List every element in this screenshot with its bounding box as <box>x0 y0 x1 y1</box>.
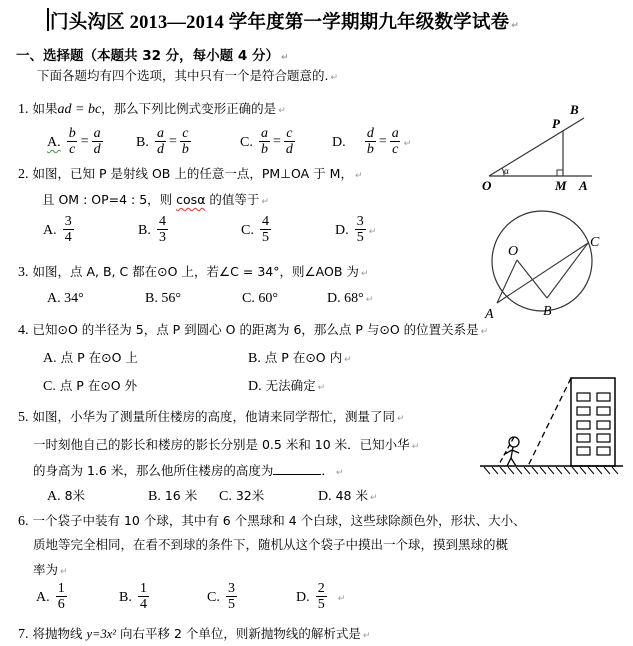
option-text: 48 米 <box>335 488 368 503</box>
stem-text: 的值等于 <box>205 192 260 207</box>
label-o: O <box>482 178 492 193</box>
equals-sign: = <box>168 133 177 149</box>
option-label: A. <box>47 291 61 306</box>
option-text: 16 米 <box>164 488 198 503</box>
question-3-stem <box>18 262 368 281</box>
fraction <box>180 126 191 157</box>
paragraph-mark: ↵ <box>360 269 369 279</box>
segment-bc <box>547 243 588 298</box>
q5-option-d[interactable] <box>318 486 378 505</box>
question-1-stem <box>18 99 286 118</box>
paragraph-mark: ↵ <box>344 355 352 365</box>
stem-text: 的身高为 1.6 米，那么他所住楼房的高度为 <box>33 463 274 478</box>
option-label: C. <box>219 489 232 504</box>
option-label: D. <box>335 223 349 238</box>
option-text: 点 P 在⊙O 上 <box>60 350 138 365</box>
equals-sign: = <box>272 133 281 149</box>
option-label: C. <box>242 291 255 306</box>
section-heading-text: 一、选择题（本题共 32 分，每小题 4 分） <box>16 48 279 64</box>
math-expression: y=3x² <box>86 627 116 641</box>
label-alpha: α <box>504 166 509 176</box>
numerator: 3 <box>64 214 72 229</box>
question-number: 7. <box>18 627 29 642</box>
question-2-stem-line2 <box>42 190 269 208</box>
question-5-stem <box>18 407 405 426</box>
stem-text: 一个袋子中装有 10 个球，其中有 6 个黑球和 4 个白球，这些球除颜色外，形状、大小、 <box>32 513 526 528</box>
q2-option-a[interactable] <box>43 214 75 245</box>
option-label: D. <box>332 135 346 150</box>
numerator: a <box>93 126 101 141</box>
paragraph-mark: ↵ <box>368 227 377 237</box>
denominator: d <box>156 142 164 157</box>
q3-option-c[interactable] <box>242 291 278 307</box>
fraction <box>226 581 237 612</box>
option-label: C. <box>240 135 253 150</box>
question-number: 6. <box>18 514 29 529</box>
figure-building-shadow <box>478 370 628 475</box>
numerator: d <box>366 126 374 141</box>
stem-text: 质地等完全相同，在看不到球的条件下，随机从这个袋子中摸出一个球，摸到黑球的概 <box>33 537 509 552</box>
paragraph-mark: ↵ <box>337 594 346 604</box>
label-a: A <box>579 178 588 193</box>
q5-option-a[interactable] <box>47 486 85 505</box>
q1-option-c[interactable] <box>240 126 296 157</box>
fraction <box>259 126 270 157</box>
fraction <box>284 126 295 157</box>
numerator: 3 <box>356 214 364 229</box>
denominator: 4 <box>64 230 72 245</box>
q3-option-a[interactable] <box>47 291 84 307</box>
denominator: 5 <box>227 597 235 612</box>
option-text: 32米 <box>235 488 265 503</box>
paragraph-mark: ↵ <box>60 567 68 577</box>
ground-hatching <box>484 467 618 474</box>
paragraph-mark: ↵ <box>362 631 371 641</box>
option-label: B. <box>138 223 151 238</box>
numerator: a <box>391 126 399 141</box>
right-angle-mark <box>557 170 563 176</box>
text-cursor <box>47 8 49 31</box>
paragraph-mark: ↵ <box>330 73 339 83</box>
paragraph-mark: ↵ <box>480 327 489 337</box>
fraction <box>260 214 271 245</box>
denominator: d <box>93 142 101 157</box>
numerator: c <box>182 126 189 141</box>
stem-text: 将抛物线 <box>32 626 87 641</box>
label-b: B <box>543 304 552 319</box>
numerator: 2 <box>317 581 325 596</box>
fraction <box>157 214 168 245</box>
question-6-stem-line2 <box>33 535 508 553</box>
option-label: C. <box>207 590 220 605</box>
label-b: B <box>570 102 579 117</box>
option-label: A. <box>43 351 57 366</box>
denominator: b <box>366 142 374 157</box>
fraction <box>355 214 366 245</box>
q2-option-d[interactable] <box>335 214 376 245</box>
option-label: A. <box>47 489 61 504</box>
section-instruction <box>37 66 338 84</box>
stem-text: 且 OM : OP=4 : 5，则 <box>42 192 177 207</box>
paragraph-mark: ↵ <box>365 295 374 305</box>
option-label: D. <box>296 590 310 605</box>
q3-option-d[interactable] <box>327 291 373 307</box>
q1-option-b[interactable] <box>136 126 192 157</box>
option-text: 点 P 在⊙O 内 <box>264 350 343 365</box>
instruction-text: 下面各题均有四个选项，其中只有一个是符合题意的. <box>37 68 329 83</box>
stem-text: 如图，小华为了测量所住楼房的高度，他请来同学帮忙，测量了同 <box>32 409 395 424</box>
page-title <box>50 8 519 34</box>
numerator: b <box>68 126 76 141</box>
paragraph-mark: ↵ <box>354 171 363 181</box>
option-label: D. <box>318 489 332 504</box>
q6-option-c[interactable] <box>207 581 238 612</box>
numerator: 1 <box>139 581 147 596</box>
label-a: A <box>485 307 494 320</box>
building-windows <box>577 393 610 455</box>
stem-text: 已知⊙O 的半径为 5，点 P 到圆心 O 的距离为 6，那么点 P 与⊙O 的位置关系是 <box>32 322 479 337</box>
figure-angle-diagram <box>474 98 614 193</box>
option-text: 60° <box>258 291 278 306</box>
numerator: c <box>286 126 293 141</box>
cos-alpha: cosα <box>176 192 206 207</box>
option-text: 56° <box>161 291 181 306</box>
question-2-stem <box>18 164 363 183</box>
fraction <box>316 581 327 612</box>
q5-option-b[interactable] <box>148 486 197 505</box>
option-label: D. <box>327 291 341 306</box>
paragraph-mark: ↵ <box>261 197 269 207</box>
section-heading <box>16 44 289 64</box>
stem-text: 如图，点 A, B, C 都在⊙O 上，若∠C = 34°，则∠AOB 为 <box>32 264 359 279</box>
q4-option-c[interactable] <box>43 376 137 395</box>
option-label: C. <box>43 379 56 394</box>
question-number: 4. <box>18 323 29 338</box>
stem-text: 率为 <box>33 562 59 577</box>
numerator: 4 <box>158 214 166 229</box>
math-expression: ad = bc <box>57 102 102 117</box>
fraction <box>390 126 401 157</box>
fraction <box>63 214 74 245</box>
fraction <box>155 126 166 157</box>
option-label: B. <box>148 489 161 504</box>
option-label: A. <box>43 223 57 238</box>
denominator: 3 <box>158 230 166 245</box>
option-label: B. <box>136 135 149 150</box>
numerator: 4 <box>261 214 269 229</box>
stem-text: 一时刻他自己的影长和楼房的影长分别是 0.5 米和 10 米．已知小华 <box>33 437 410 452</box>
q3-option-b[interactable] <box>145 291 181 307</box>
denominator: 6 <box>57 597 65 612</box>
question-7-stem <box>18 624 370 643</box>
option-text: 点 P 在⊙O 外 <box>59 378 138 393</box>
option-label: A. <box>47 135 61 150</box>
q6-option-d[interactable] <box>296 581 345 612</box>
paragraph-mark: ↵ <box>280 53 289 63</box>
equals-sign: = <box>80 133 89 149</box>
paragraph-mark: ↵ <box>317 383 326 393</box>
denominator: c <box>69 142 76 157</box>
q1-option-a[interactable] <box>47 126 104 157</box>
option-text: 8米 <box>64 488 86 503</box>
denominator: c <box>392 142 399 157</box>
question-number: 1. <box>18 102 29 117</box>
q5-option-c[interactable] <box>219 486 264 505</box>
stem-text: ，那么下列比例式变形正确的是 <box>101 101 277 116</box>
option-label: D. <box>248 379 262 394</box>
fraction <box>56 581 67 612</box>
denominator: b <box>260 142 268 157</box>
question-5-stem-line2 <box>33 435 419 453</box>
question-5-stem-line3 <box>33 461 343 479</box>
question-6-stem <box>18 511 526 530</box>
paragraph-mark: ↵ <box>511 21 520 31</box>
numerator: 1 <box>57 581 65 596</box>
question-number: 5. <box>18 410 29 425</box>
q6-option-a[interactable] <box>36 581 68 612</box>
paragraph-mark: ↵ <box>403 139 412 149</box>
segment-ob <box>517 260 547 298</box>
q4-option-d[interactable] <box>248 376 325 395</box>
stem-text: 如果 <box>32 101 58 116</box>
label-p: P <box>552 116 560 131</box>
label-m: M <box>555 178 567 193</box>
denominator: 5 <box>356 230 364 245</box>
q2-option-b[interactable] <box>138 214 169 245</box>
paragraph-mark: ↵ <box>411 442 420 452</box>
paragraph-mark: ↵ <box>278 106 286 116</box>
equals-sign: = <box>378 133 387 149</box>
paragraph-mark: ↵ <box>397 414 405 424</box>
q2-option-c[interactable] <box>241 214 272 245</box>
numerator: a <box>156 126 164 141</box>
title-text: 门头沟区 2013—2014 学年度第一学期期九年级数学试卷 <box>50 13 510 33</box>
denominator: 5 <box>317 597 325 612</box>
figure-circle-diagram <box>480 205 630 320</box>
fraction <box>138 581 149 612</box>
fraction <box>92 126 103 157</box>
q6-option-b[interactable] <box>119 581 150 612</box>
denominator: 5 <box>261 230 269 245</box>
option-label: B. <box>248 351 261 366</box>
option-label: B. <box>119 590 132 605</box>
option-text: 34° <box>64 291 84 306</box>
paragraph-mark: ↵ <box>335 468 344 478</box>
denominator: d <box>285 142 293 157</box>
numerator: 3 <box>227 581 235 596</box>
answer-blank[interactable] <box>273 462 321 475</box>
option-label: A. <box>36 590 50 605</box>
q4-option-a[interactable] <box>43 348 138 367</box>
denominator: b <box>181 142 189 157</box>
option-text: 68° <box>344 291 364 306</box>
label-o: O <box>508 244 519 259</box>
denominator: 4 <box>139 597 147 612</box>
numerator: a <box>260 126 268 141</box>
question-number: 2. <box>18 167 29 182</box>
option-label: B. <box>145 291 158 306</box>
paragraph-mark: ↵ <box>370 493 378 503</box>
stem-text: 如图，已知 P 是射线 OB 上的任意一点，PM⊥OA 于 M， <box>32 166 353 181</box>
stem-text: 向右平移 2 个单位，则新抛物线的解析式是 <box>116 626 361 641</box>
question-6-stem-line3 <box>33 560 68 578</box>
option-label: C. <box>241 223 254 238</box>
fraction <box>365 126 376 157</box>
fraction <box>67 126 78 157</box>
question-4-stem <box>18 320 488 339</box>
stem-text: ． <box>321 463 334 478</box>
label-c: C <box>590 235 600 250</box>
question-number: 3. <box>18 265 29 280</box>
building-shadow-ray <box>528 378 571 466</box>
q4-option-b[interactable] <box>248 348 352 367</box>
option-text: 无法确定 <box>265 378 316 393</box>
q1-option-d[interactable] <box>332 126 411 157</box>
